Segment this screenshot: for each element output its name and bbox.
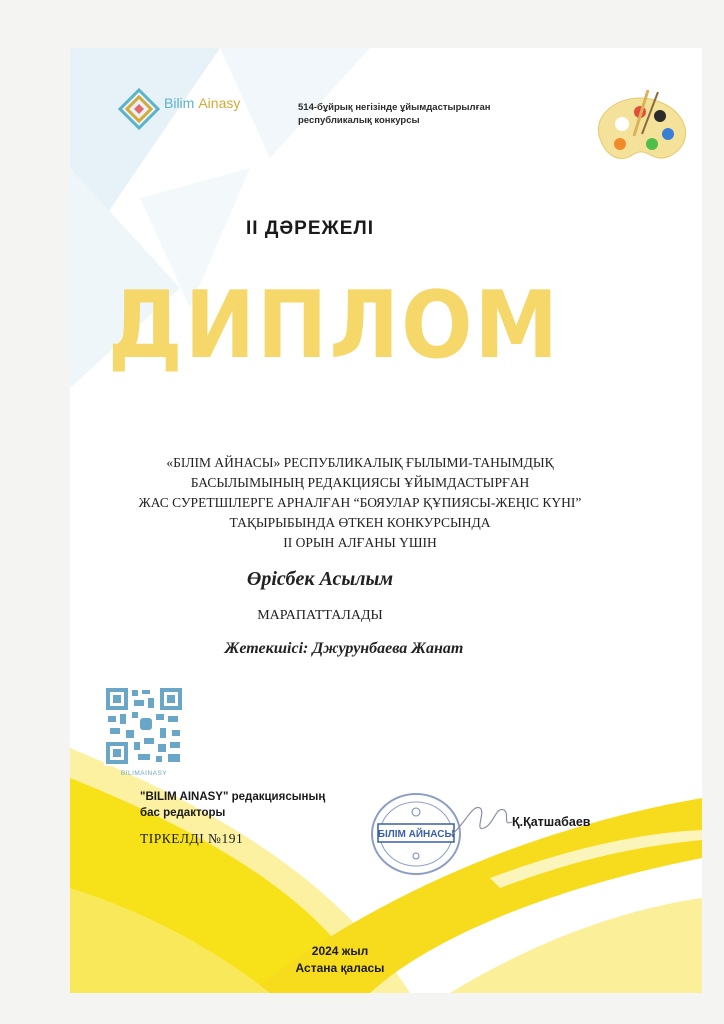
date-place bbox=[70, 943, 610, 977]
mentor-name: Жетекшісі: Джурунбаева Жанат bbox=[224, 640, 464, 657]
registration-number: ТІРКЕЛДІ №191 bbox=[140, 831, 244, 846]
diploma-sheet bbox=[70, 48, 702, 993]
city-text: Астана қаласы bbox=[295, 961, 385, 975]
brand-secondary: Ainasy bbox=[198, 95, 241, 111]
awarded-text: МАРАПАТТАЛАДЫ bbox=[257, 608, 383, 623]
description-line: ТАҚЫРЫБЫНДА ӨТКЕН КОНКУРСЫНДА bbox=[229, 515, 491, 530]
decree-line-2: республикалық конкурсы bbox=[298, 115, 420, 126]
signer-name: Қ.Қатшабаев bbox=[512, 815, 591, 829]
description-line: «БІЛІМ АЙНАСЫ» РЕСПУБЛИКАЛЫҚ ҒЫЛЫМИ-ТАНЫМДЫҚ bbox=[166, 455, 554, 470]
description-line: ЖАС СУРЕТШІЛЕРГЕ АРНАЛҒАН “БОЯУЛАР ҚҰПИЯСЫ-ЖЕҢІС КҮНІ” bbox=[138, 495, 582, 510]
brand-primary: Bilim bbox=[164, 95, 195, 111]
editor-line-2: бас редакторы bbox=[140, 807, 226, 819]
editor-line-1: "BILIM AINASY" редакциясының bbox=[140, 791, 326, 803]
degree-heading: II ДӘРЕЖЕЛІ bbox=[246, 218, 374, 239]
qr-caption: BILIMAINASY bbox=[120, 770, 168, 777]
brand-name bbox=[164, 95, 240, 111]
decree-line-1: 514-бұйрық негізінде ұйымдастырылған bbox=[298, 102, 491, 113]
qr-code-icon bbox=[104, 686, 184, 766]
year-text: 2024 жыл bbox=[311, 944, 369, 958]
award-description bbox=[110, 453, 610, 553]
description-line: II ОРЫН АЛҒАНЫ ҮШІН bbox=[283, 535, 437, 550]
diploma-title: ДИПЛОМ bbox=[107, 271, 561, 379]
stamp-text: БІЛІМ АЙНАСЫ bbox=[377, 829, 455, 840]
description-line: БАСЫЛЫМЫНЫҢ РЕДАКЦИЯСЫ ҰЙЫМДАСТЫРҒАН bbox=[190, 475, 530, 490]
decree-note bbox=[298, 101, 538, 127]
bilim-ainasy-logo-icon bbox=[118, 88, 160, 130]
editor-title bbox=[140, 789, 325, 821]
signature-mark bbox=[446, 796, 516, 846]
recipient-name: Өрісбек Асылым bbox=[246, 568, 394, 590]
paint-palette-icon bbox=[590, 84, 694, 174]
